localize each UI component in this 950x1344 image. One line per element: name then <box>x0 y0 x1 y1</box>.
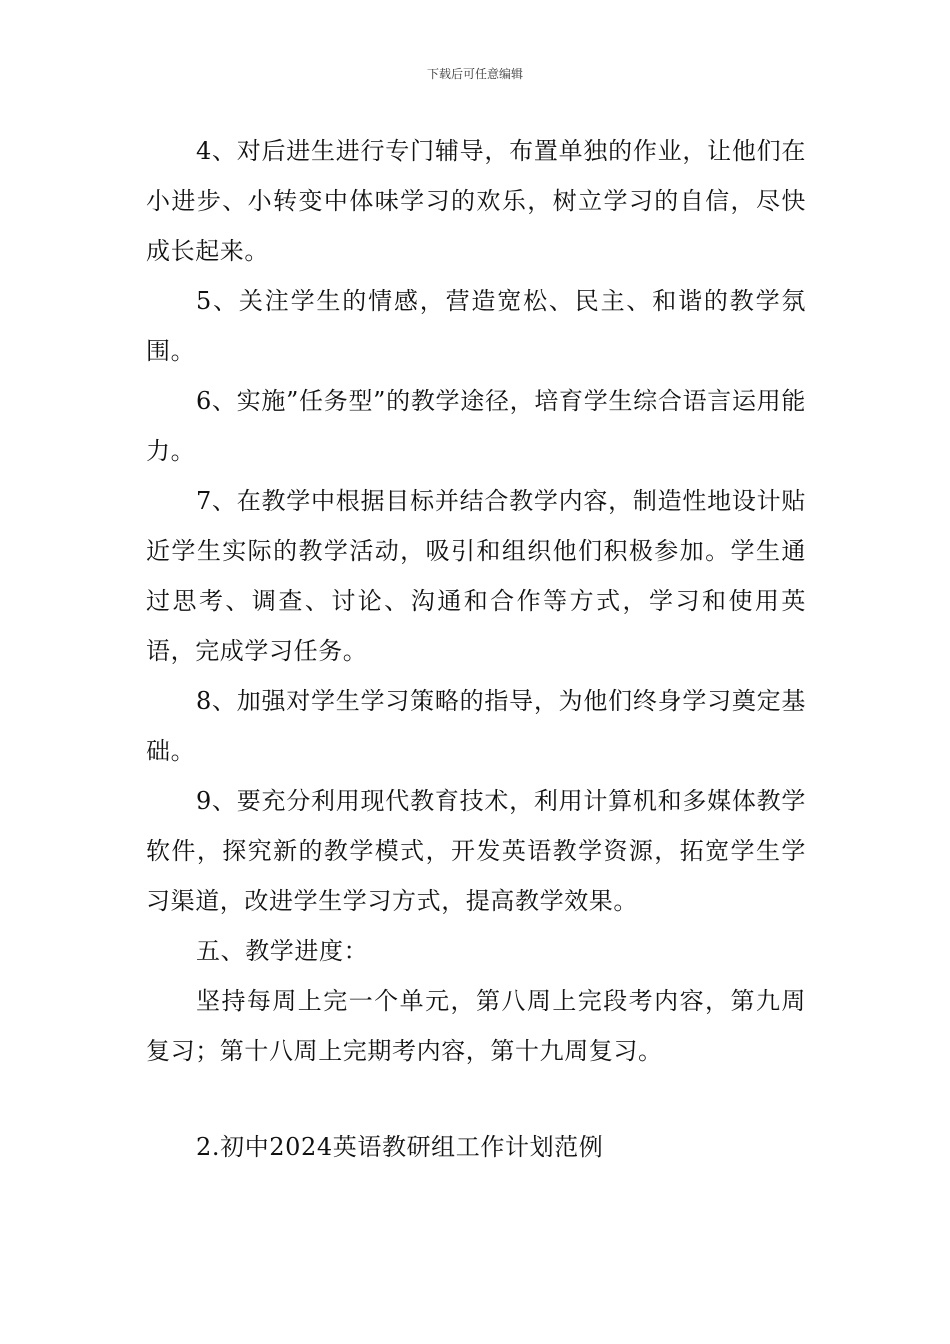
document-body <box>146 126 806 1076</box>
paragraph-item-5: 5、关注学生的情感，营造宽松、民主、和谐的教学氛围。 <box>146 287 806 365</box>
paragraph-item-8: 8、加强对学生学习策略的指导，为他们终身学习奠定基础。 <box>146 687 806 765</box>
section-heading-schedule: 五、教学进度： <box>196 937 369 965</box>
paragraph-item-7: 7、在教学中根据目标并结合教学内容，制造性地设计贴近学生实际的教学活动，吸引和组织他们积极参加。学生通过思考、调查、讨论、沟通和合作等方式，学习和使用英语，完成学习任务。 <box>146 487 806 665</box>
paragraph-item-9: 9、要充分利用现代教育技术，利用计算机和多媒体教学软件，探究新的教学模式，开发英语教学资源，拓宽学生学习渠道，改进学生学习方式，提高教学效果。 <box>146 787 806 915</box>
paragraph-schedule: 坚持每周上完一个单元，第八周上完段考内容，第九周复习；第十八周上完期考内容，第十九周复习。 <box>146 987 806 1065</box>
section-title: 2.初中2024英语教研组工作计划范例 <box>196 1133 604 1161</box>
page-header: 下载后可任意编辑 <box>426 67 523 81</box>
paragraph-item-6: 6、实施”任务型”的教学途径，培育学生综合语言运用能力。 <box>146 387 806 465</box>
paragraph-item-4: 4、对后进生进行专门辅导，布置单独的作业，让他们在小进步、小转变中体味学习的欢乐，树立学习的自信，尽快成长起来。 <box>146 137 806 265</box>
